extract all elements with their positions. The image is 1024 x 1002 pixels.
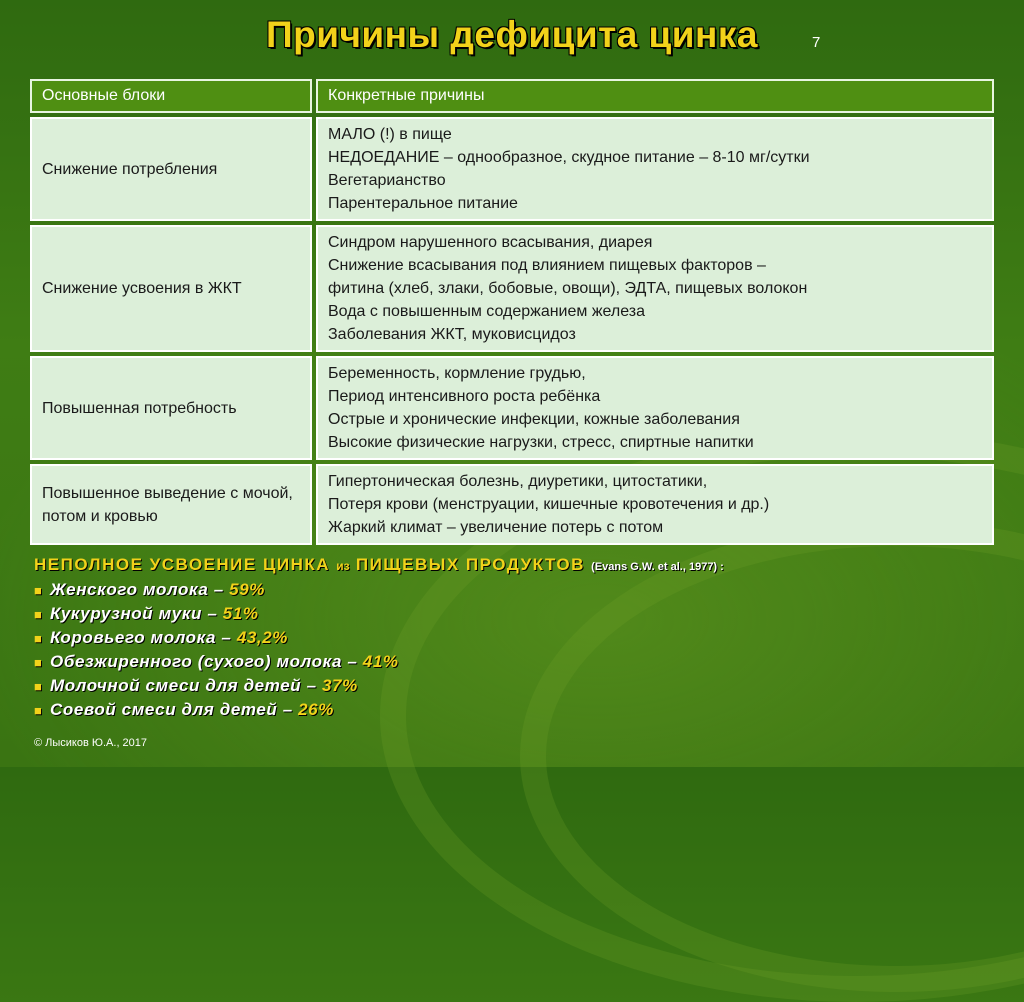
item-label: Кукурузной муки – (50, 604, 218, 623)
bullet-icon: ■ (34, 583, 43, 598)
absorption-heading (34, 555, 724, 575)
cause-line: Синдром нарушенного всасывания, диарея (328, 234, 653, 251)
item-value: 26% (298, 700, 334, 719)
block-cell: Снижение усвоения в ЖКТ (30, 225, 312, 352)
list-item (34, 674, 399, 698)
cause-line: Потеря крови (менструации, кишечные кровотечения и др.) (328, 496, 770, 513)
list-item (34, 698, 399, 722)
copyright-footer: © Лысиков Ю.А., 2017 (34, 737, 148, 749)
item-value: 41% (362, 652, 399, 671)
item-value: 43,2% (236, 628, 289, 647)
absorption-heading-from: из (336, 559, 350, 573)
table-header-row (30, 79, 994, 113)
cause-line: Жаркий климат – увеличение потерь с потом (328, 519, 664, 536)
cause-line: Вода с повышенным содержанием железа (328, 303, 646, 320)
absorption-reference: (Evans G.W. et al., 1977) : (591, 561, 724, 573)
cause-line: МАЛО (!) в пище (328, 126, 452, 143)
table-row (30, 117, 994, 221)
absorption-heading-b: ПИЩЕВЫХ ПРОДУКТОВ (355, 555, 585, 574)
block-cell: Повышенная потребность (30, 356, 312, 460)
bullet-icon: ■ (34, 631, 43, 646)
item-value: 51% (222, 604, 259, 623)
table-row (30, 356, 994, 460)
item-value: 37% (321, 676, 358, 695)
causes-cell (316, 464, 994, 545)
table-row (30, 464, 994, 545)
table-row (30, 225, 994, 352)
item-label: Обезжиренного (сухого) молока – (50, 652, 358, 671)
causes-cell (316, 356, 994, 460)
causes-table (26, 75, 998, 549)
bullet-icon: ■ (34, 655, 43, 670)
cause-line: Заболевания ЖКТ, муковисцидоз (328, 326, 576, 343)
slide-number: 7 (812, 34, 821, 51)
cause-line: Острые и хронические инфекции, кожные заболевания (328, 411, 740, 428)
absorption-list (34, 578, 399, 722)
cause-line: Высокие физические нагрузки, стресс, спиртные напитки (328, 434, 754, 451)
causes-cell (316, 225, 994, 352)
absorption-heading-a: НЕПОЛНОЕ УСВОЕНИЕ ЦИНКА (34, 555, 331, 574)
cause-line: Беременность, кормление грудью, (328, 365, 586, 382)
cause-line: Гипертоническая болезнь, диуретики, цитостатики, (328, 473, 708, 490)
cause-line: Снижение всасывания под влиянием пищевых факторов – (328, 257, 766, 274)
cause-line: НЕДОЕДАНИЕ – однообразное, скудное питание – 8-10 мг/сутки (328, 149, 810, 166)
list-item (34, 578, 399, 602)
item-label: Молочной смеси для детей – (50, 676, 317, 695)
causes-cell (316, 117, 994, 221)
page-title: Причины дефицита цинка (266, 14, 758, 55)
block-cell: Снижение потребления (30, 117, 312, 221)
list-item (34, 650, 399, 674)
cause-line: Период интенсивного роста ребёнка (328, 388, 601, 405)
block-cell: Повышенное выведение с мочой, потом и кровью (30, 464, 312, 545)
column-header: Основные блоки (30, 79, 312, 113)
item-label: Соевой смеси для детей – (50, 700, 293, 719)
cause-line: Вегетарианство (328, 172, 446, 189)
item-label: Коровьего молока – (50, 628, 232, 647)
bullet-icon: ■ (34, 703, 43, 718)
cause-line: фитина (хлеб, злаки, бобовые, овощи), ЭДТА, пищевых волокон (328, 280, 808, 297)
bullet-icon: ■ (34, 679, 43, 694)
item-label: Женского молока – (50, 580, 224, 599)
list-item (34, 602, 399, 626)
bullet-icon: ■ (34, 607, 43, 622)
cause-line: Парентеральное питание (328, 195, 518, 212)
item-value: 59% (229, 580, 265, 599)
column-header: Конкретные причины (316, 79, 994, 113)
list-item (34, 626, 399, 650)
